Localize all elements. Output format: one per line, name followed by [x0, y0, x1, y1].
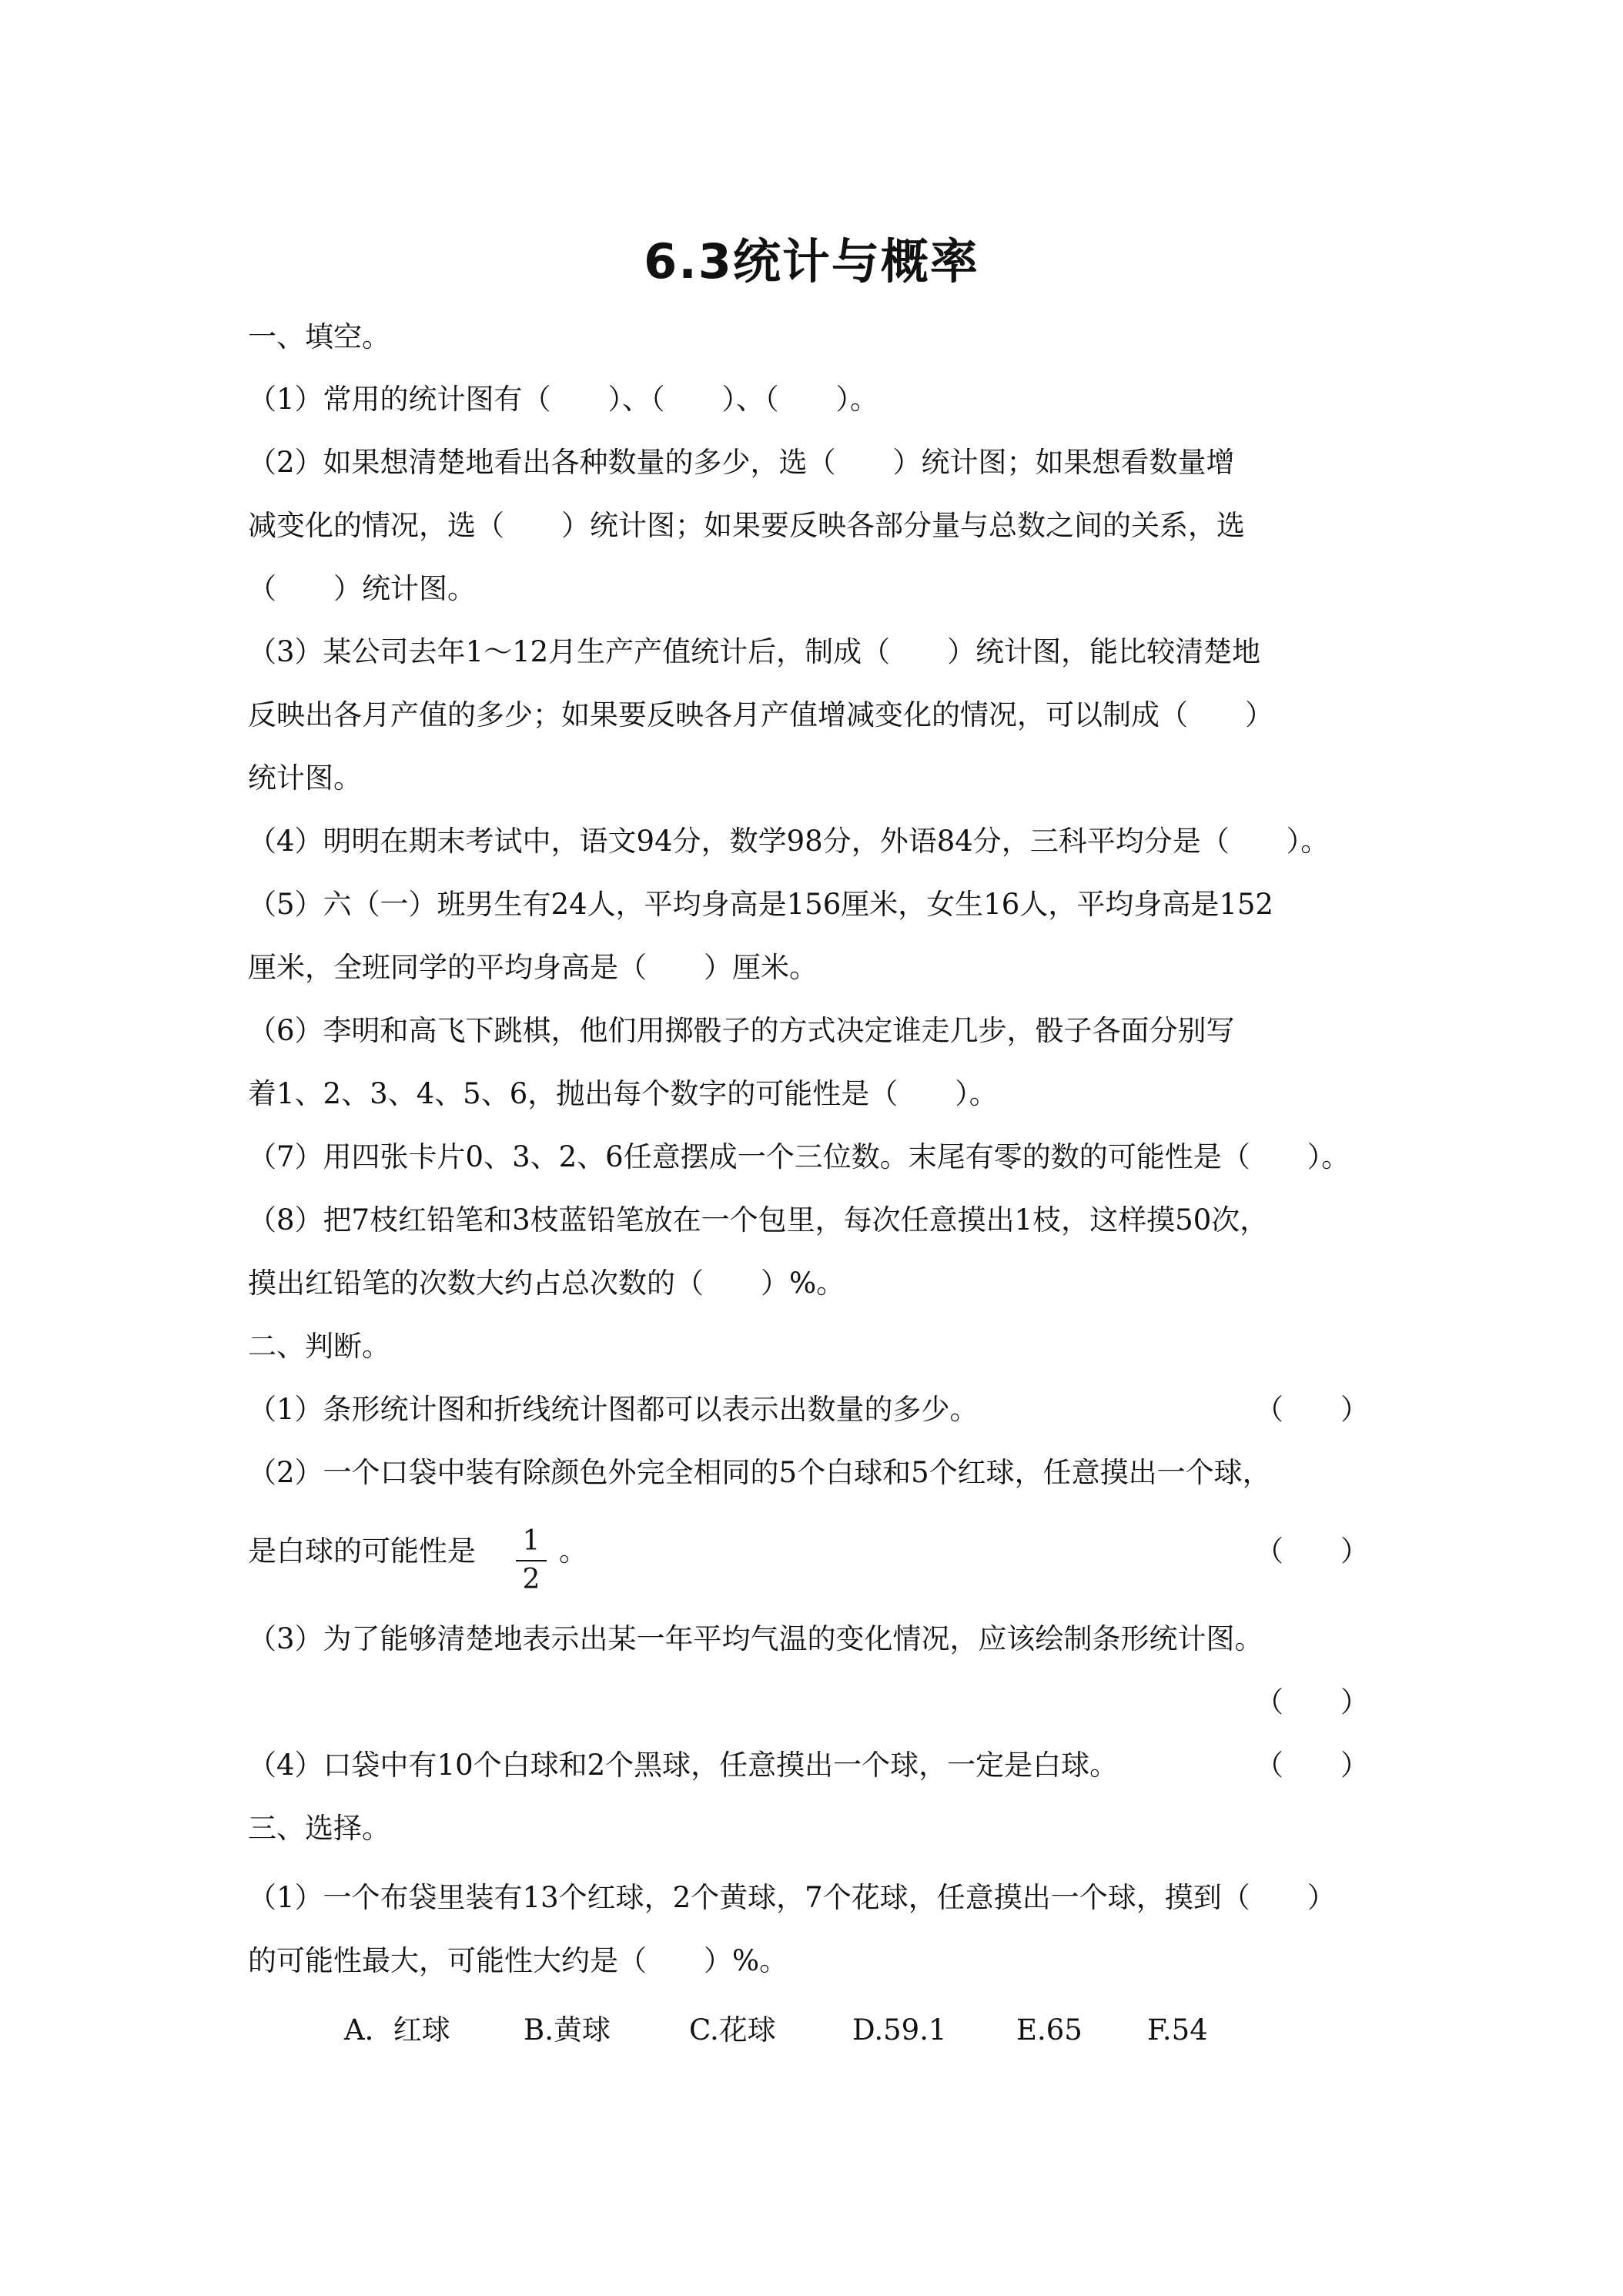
fill-q4: （4）明明在期末考试中，语文94分，数学98分，外语84分，三科平均分是（ ）。: [248, 825, 1330, 858]
fill-q1: （1）常用的统计图有（ ）、（ ）、（ ）。: [248, 383, 879, 416]
judge-q3-answer-paren: （ ）: [1255, 1685, 1369, 1719]
choice-option-b: B.黄球: [524, 2013, 611, 2047]
choice-option-e: E.65: [1016, 2013, 1083, 2047]
section-heading-choice: 三、选择。: [248, 1812, 390, 1845]
judge-q1-answer-paren: （ ）: [1255, 1393, 1369, 1426]
fill-q2-line1: （2）如果想清楚地看出各种数量的多少，选（ ）统计图；如果想看数量增: [248, 446, 1235, 479]
choice-q1-line2: 的可能性最大，可能性大约是（ ）%。: [248, 1944, 788, 1977]
choice-option-f: F.54: [1147, 2013, 1208, 2047]
fill-q2-line3: （ ）统计图。: [248, 572, 476, 605]
judge-q4: （4）口袋中有10个白球和2个黑球，任意摸出一个球，一定是白球。: [248, 1749, 1119, 1782]
judge-q3: （3）为了能够清楚地表示出某一年平均气温的变化情况，应该绘制条形统计图。: [248, 1622, 1263, 1655]
judge-q2-line1: （2）一个口袋中装有除颜色外完全相同的5个白球和5个红球，任意摸出一个球，: [248, 1456, 1271, 1489]
judge-q2-line2: 是白球的可能性是: [248, 1535, 476, 1568]
choice-option-a: A．红球: [344, 2013, 450, 2047]
judge-q2-period: 。: [559, 1535, 587, 1568]
fill-q8-line1: （8）把7枝红铅笔和3枝蓝铅笔放在一个包里，每次任意摸出1枝，这样摸50次，: [248, 1203, 1269, 1237]
fill-q5-line1: （5）六（一）班男生有24人，平均身高是156厘米，女生16人，平均身高是152: [248, 888, 1273, 921]
fraction-one-half: [516, 1525, 547, 1597]
fill-q6-line1: （6）李明和高飞下跳棋，他们用掷骰子的方式决定谁走几步，骰子各面分别写: [248, 1014, 1235, 1047]
page-title: 6.3统计与概率: [644, 233, 979, 290]
section-heading-fill-blank: 一、填空。: [248, 320, 390, 353]
section-heading-judge: 二、判断。: [248, 1330, 390, 1363]
judge-q1: （1）条形统计图和折线统计图都可以表示出数量的多少。: [248, 1393, 979, 1426]
choice-option-d: D.59.1: [852, 2013, 947, 2047]
fill-q3-line1: （3）某公司去年1～12月生产产值统计后，制成（ ）统计图，能比较清楚地: [248, 635, 1261, 668]
fill-q8-line2: 摸出红铅笔的次数大约占总次数的（ ）%。: [248, 1267, 845, 1300]
judge-q4-answer-paren: （ ）: [1255, 1749, 1369, 1782]
fill-q5-line2: 厘米，全班同学的平均身高是（ ）厘米。: [248, 951, 818, 984]
fill-q2-line2: 减变化的情况，选（ ）统计图；如果要反映各部分量与总数之间的关系，选: [248, 509, 1245, 542]
fill-q3-line2: 反映出各月产值的多少；如果要反映各月产值增减变化的情况，可以制成（ ）: [248, 698, 1273, 731]
choice-q1-line1: （1）一个布袋里装有13个红球，2个黄球，7个花球，任意摸出一个球，摸到（ ）: [248, 1881, 1336, 1914]
judge-q2-answer-paren: （ ）: [1255, 1535, 1369, 1568]
choice-option-c: C.花球: [689, 2013, 776, 2047]
fraction-denominator: 2: [522, 1564, 540, 1595]
fill-q6-line2: 着1、2、3、4、5、6，抛出每个数字的可能性是（ ）。: [248, 1077, 998, 1110]
fill-q3-line3: 统计图。: [248, 761, 362, 795]
fraction-numerator: 1: [516, 1525, 547, 1561]
fill-q7: （7）用四张卡片0、3、2、6任意摆成一个三位数。末尾有零的数的可能性是（ ）。: [248, 1140, 1350, 1173]
